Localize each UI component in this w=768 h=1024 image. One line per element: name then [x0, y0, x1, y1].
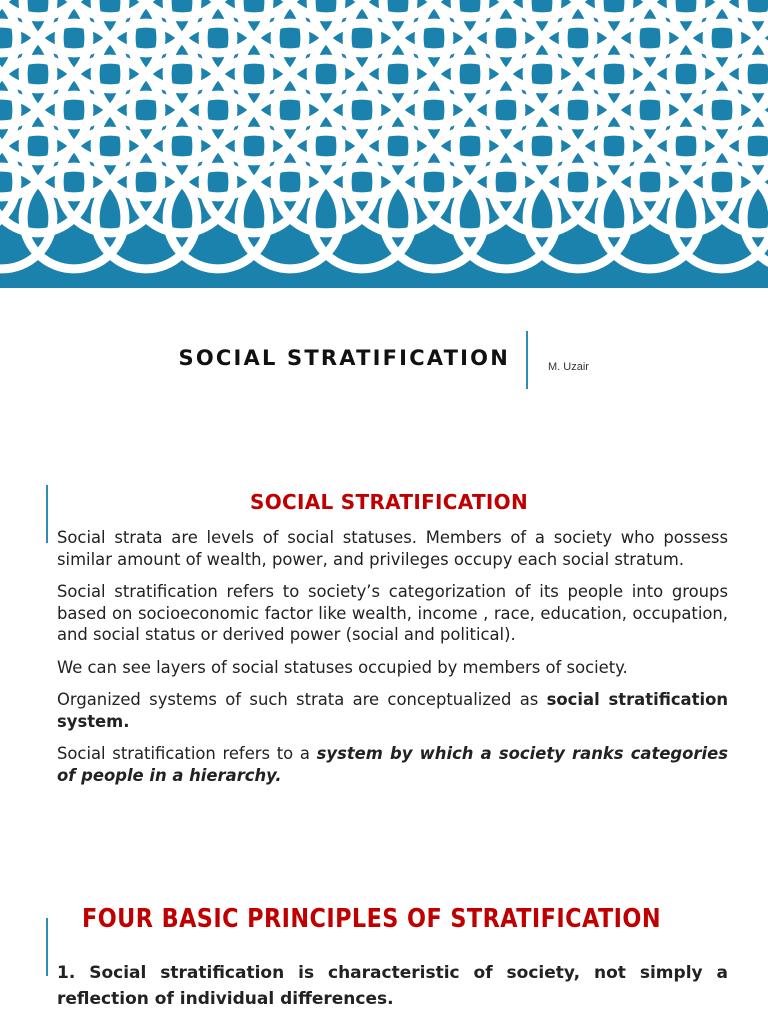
title-slide	[0, 288, 768, 438]
slide-heading: FOUR BASIC PRINCIPLES OF STRATIFICATION	[82, 904, 661, 934]
paragraph-ranking	[57, 743, 728, 786]
author-name: M. Uzair	[548, 361, 589, 373]
decorative-banner	[0, 0, 768, 288]
paragraph-systems	[57, 689, 728, 732]
slide-heading: SOCIAL STRATIFICATION	[250, 490, 528, 514]
slide-body	[57, 527, 728, 797]
paragraph-definition: Social stratification refers to society’s categorization of its people into groups based on socioeconomic factor like wealth, income , race, education, occupation, and social status or derived power (social and political).	[57, 582, 728, 644]
interlocking-circles-pattern	[0, 0, 768, 288]
paragraph-systems-bold: social stratification system.	[57, 690, 729, 731]
paragraph-ranking-emphasis: system by which a society ranks categories of people in a hierarchy.	[57, 744, 729, 785]
paragraph-systems-text: Organized systems of such strata are conceptualized as	[57, 690, 547, 709]
paragraph-layers: We can see layers of social statuses occupied by members of society.	[57, 657, 628, 677]
slide-four-principles	[0, 896, 768, 1024]
presentation-title: SOCIAL STRATIFICATION	[178, 346, 510, 370]
principle-one: 1. Social stratification is characteristic of society, not simply a reflection of individual differences.	[57, 963, 728, 1009]
slide-social-stratification	[0, 478, 768, 858]
paragraph-ranking-text: Social stratification refers to a	[57, 744, 317, 763]
slide-accent-line	[46, 918, 48, 976]
paragraph-strata: Social strata are levels of social statuses. Members of a society who possess similar amount of wealth, power, and privileges occupy each social stratum.	[57, 528, 728, 569]
title-divider	[526, 331, 528, 389]
